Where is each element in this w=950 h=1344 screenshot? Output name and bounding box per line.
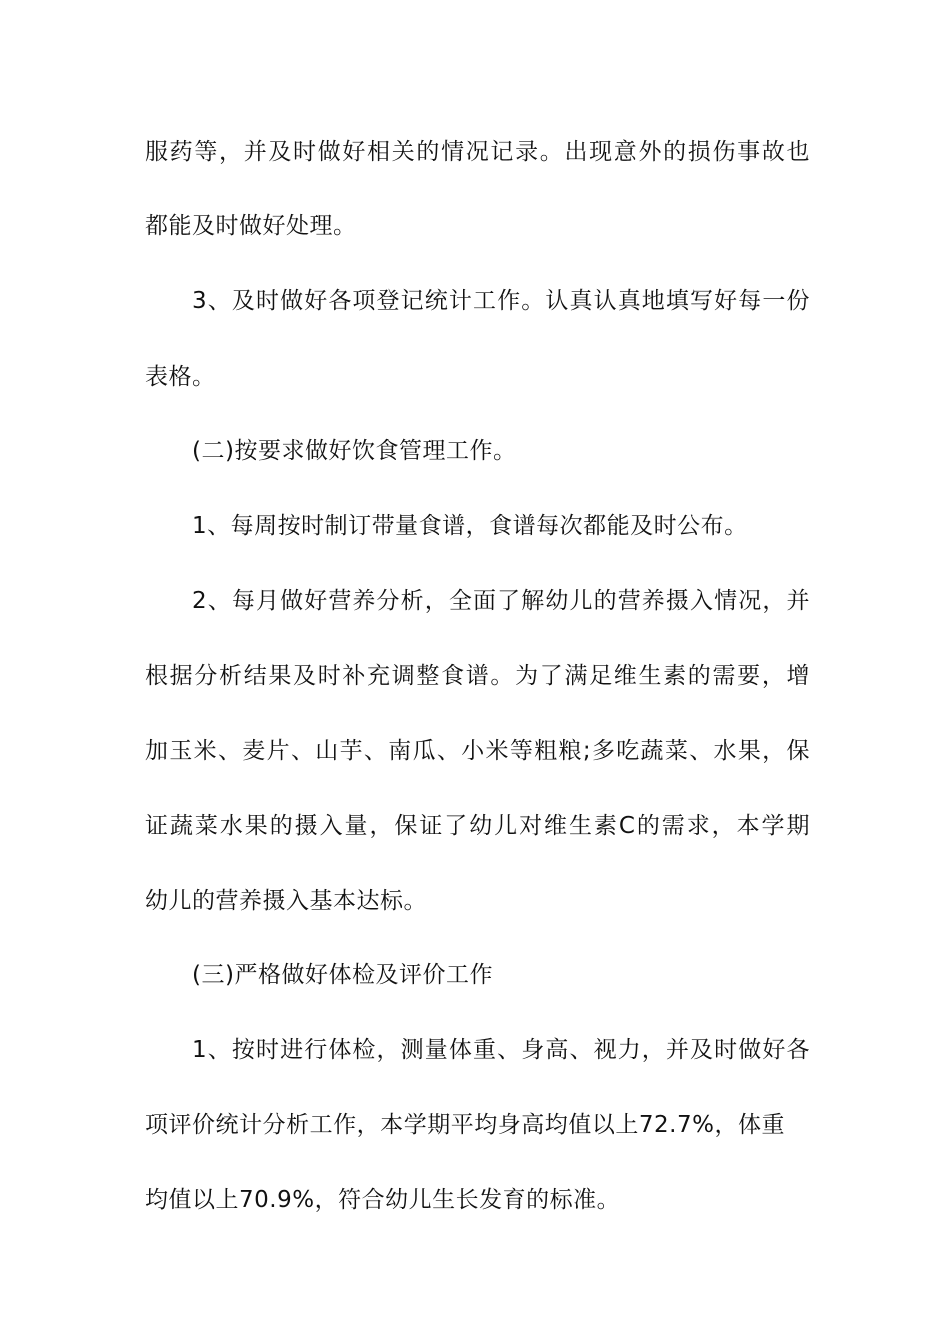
text-line: 项评价统计分析工作，本学期平均身高均值以上72.7%，体重 [145, 1112, 785, 1138]
text-line: 幼儿的营养摄入基本达标。 [145, 888, 427, 914]
text-line: 3、及时做好各项登记统计工作。认真认真地填写好每一份 [192, 288, 810, 314]
text-line: 加玉米、麦片、山芋、南瓜、小米等粗粮;多吃蔬菜、水果，保 [145, 738, 810, 764]
section-heading: (三)严格做好体检及评价工作 [192, 962, 493, 988]
section-heading: (二)按要求做好饮食管理工作。 [192, 438, 517, 464]
text-line: 表格。 [145, 364, 216, 390]
text-line: 服药等，并及时做好相关的情况记录。出现意外的损伤事故也 [145, 139, 810, 165]
text-line: 证蔬菜水果的摄入量，保证了幼儿对维生素C的需求，本学期 [145, 813, 810, 839]
text-line: 1、按时进行体检，测量体重、身高、视力，并及时做好各 [192, 1037, 810, 1063]
text-line: 2、每月做好营养分析，全面了解幼儿的营养摄入情况，并 [192, 588, 810, 614]
text-line: 根据分析结果及时补充调整食谱。为了满足维生素的需要，增 [145, 663, 810, 689]
text-line: 都能及时做好处理。 [145, 213, 357, 239]
text-line: 1、每周按时制订带量食谱，食谱每次都能及时公布。 [192, 513, 748, 539]
text-line: 均值以上70.9%，符合幼儿生长发育的标准。 [145, 1187, 621, 1213]
